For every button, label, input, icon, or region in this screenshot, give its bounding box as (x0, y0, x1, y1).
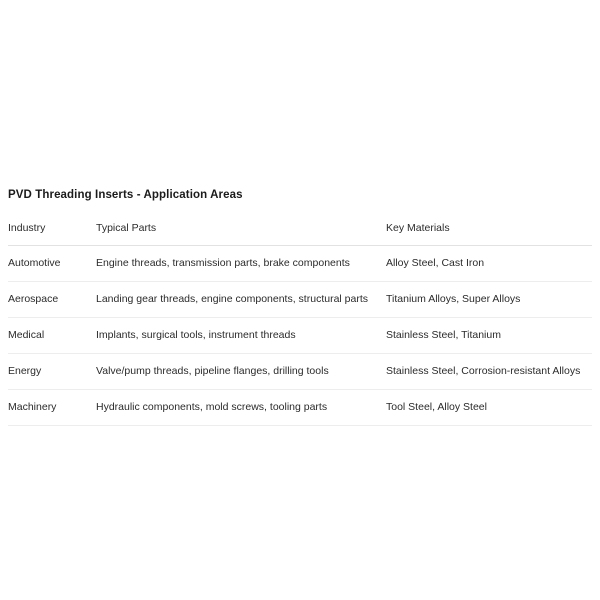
cell-key-materials: Stainless Steel, Corrosion-resistant Alloys (386, 354, 592, 390)
table-row (8, 390, 592, 426)
table-row (8, 246, 592, 282)
page-title: PVD Threading Inserts - Application Areas (8, 189, 243, 201)
table-header-row (8, 222, 592, 246)
cell-industry: Automotive (8, 246, 96, 282)
cell-key-materials: Tool Steel, Alloy Steel (386, 390, 592, 426)
column-header-typical-parts: Typical Parts (96, 222, 386, 246)
cell-typical-parts: Valve/pump threads, pipeline flanges, drilling tools (96, 354, 386, 390)
cell-key-materials: Titanium Alloys, Super Alloys (386, 282, 592, 318)
cell-industry: Medical (8, 318, 96, 354)
column-header-industry: Industry (8, 222, 96, 246)
cell-typical-parts: Landing gear threads, engine components, structural parts (96, 282, 386, 318)
cell-key-materials: Stainless Steel, Titanium (386, 318, 592, 354)
cell-industry: Machinery (8, 390, 96, 426)
table-body (8, 246, 592, 426)
table-row (8, 354, 592, 390)
table-row (8, 318, 592, 354)
table-header (8, 222, 592, 246)
cell-typical-parts: Engine threads, transmission parts, brake components (96, 246, 386, 282)
column-header-key-materials: Key Materials (386, 222, 592, 246)
cell-key-materials: Alloy Steel, Cast Iron (386, 246, 592, 282)
cell-industry: Energy (8, 354, 96, 390)
application-areas-table (8, 222, 592, 426)
cell-typical-parts: Hydraulic components, mold screws, tooling parts (96, 390, 386, 426)
table-row (8, 282, 592, 318)
cell-industry: Aerospace (8, 282, 96, 318)
cell-typical-parts: Implants, surgical tools, instrument threads (96, 318, 386, 354)
application-areas-section (8, 188, 592, 426)
